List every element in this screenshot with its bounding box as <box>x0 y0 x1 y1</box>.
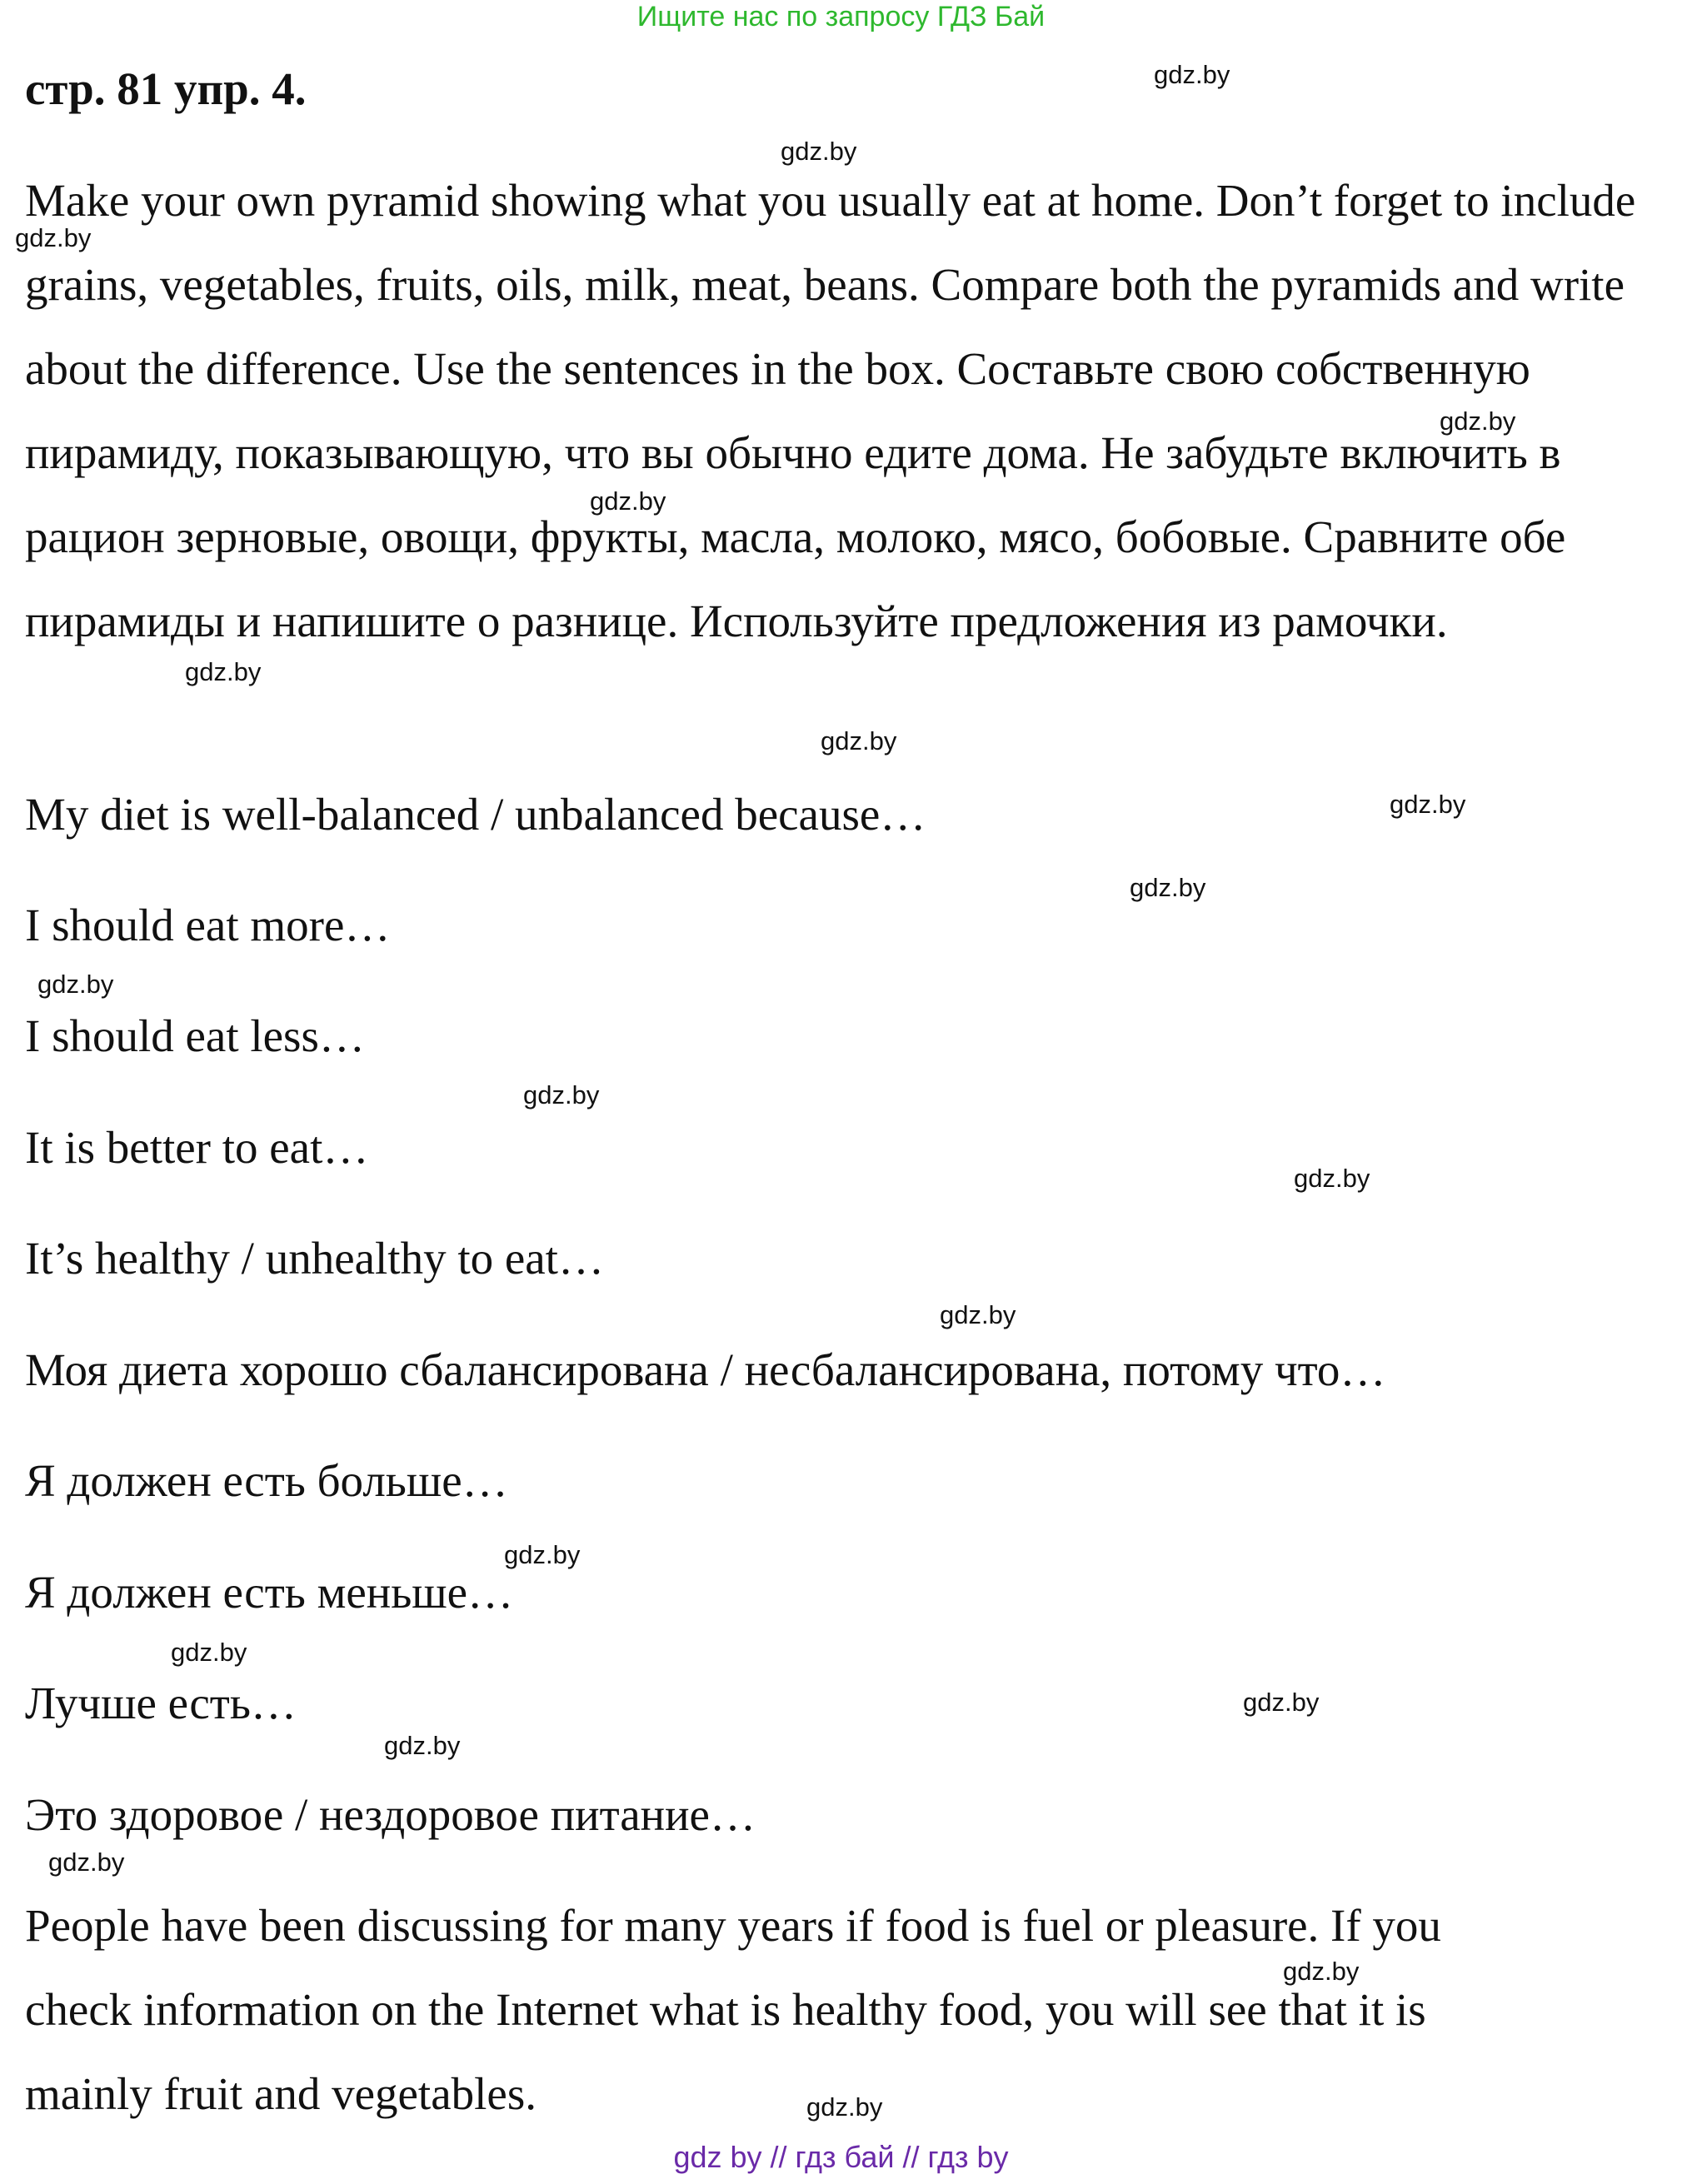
watermark: gdz.by <box>1294 1164 1370 1193</box>
watermark: gdz.by <box>940 1300 1016 1329</box>
watermark: gdz.by <box>1440 406 1516 436</box>
box-sentence: My diet is well-balanced / unbalanced because… <box>25 789 926 840</box>
watermark: gdz.by <box>15 223 92 252</box>
box-sentence: It’s healthy / unhealthy to eat… <box>25 1233 604 1284</box>
watermark: gdz.by <box>1283 1957 1360 1986</box>
watermark: gdz.by <box>590 486 666 516</box>
answer-line: check information on the Internet what is healthy food, you will see that it is <box>25 1984 1426 2035</box>
watermark: gdz.by <box>781 137 857 166</box>
footer-links[interactable]: gdz by // гдз бай // гдз by <box>673 2140 1009 2174</box>
watermark: gdz.by <box>1390 790 1466 819</box>
watermark: gdz.by <box>1243 1688 1320 1717</box>
box-sentence: Я должен есть больше… <box>25 1455 508 1506</box>
answer-line: People have been discussing for many years if food is fuel or pleasure. If you <box>25 1900 1441 1951</box>
page-title: стр. 81 упр. 4. <box>25 63 307 114</box>
box-sentence: I should eat more… <box>25 900 391 950</box>
box-sentence: I should eat less… <box>25 1010 365 1061</box>
box-sentence: Моя диета хорошо сбалансирована / несбалансирована, потому что… <box>25 1344 1386 1395</box>
watermark: gdz.by <box>523 1080 600 1109</box>
box-sentence: Я должен есть меньше… <box>25 1567 514 1618</box>
watermark: gdz.by <box>37 970 114 999</box>
task-text: Make your own pyramid showing what you usually eat at home. Don’t forget to include grains, vegetables, fruits, oils, milk, meat, beans. Compare both the pyramids and write about the difference. Use the sentences in the box. Составьте свою собственную пирамиду, показывающую, что вы обычно едите дома. Не забудьте включить в рацион зерновые, овощи, фрукты, масла, молоко, мясо, бобовые. Сравните обе пирамиды и напишите о разнице. Используйте предложения из рамочки. <box>25 175 1636 646</box>
box-sentence: Лучше есть… <box>25 1678 297 1728</box>
watermark: gdz.by <box>821 726 897 755</box>
watermark: gdz.by <box>806 2092 883 2122</box>
watermark: gdz.by <box>48 1847 125 1877</box>
watermark: gdz.by <box>185 657 262 686</box>
box-sentence: It is better to eat… <box>25 1122 369 1173</box>
watermark: gdz.by <box>504 1540 581 1569</box>
watermark: gdz.by <box>171 1638 247 1667</box>
watermark: gdz.by <box>1130 873 1206 902</box>
watermark: gdz.by <box>384 1731 461 1760</box>
box-sentence: Это здоровое / нездоровое питание… <box>25 1789 756 1840</box>
top-banner[interactable]: Ищите нас по запросу ГДЗ Бай <box>636 1 1046 32</box>
watermark: gdz.by <box>1154 60 1230 89</box>
answer-line: mainly fruit and vegetables. <box>25 2068 537 2119</box>
